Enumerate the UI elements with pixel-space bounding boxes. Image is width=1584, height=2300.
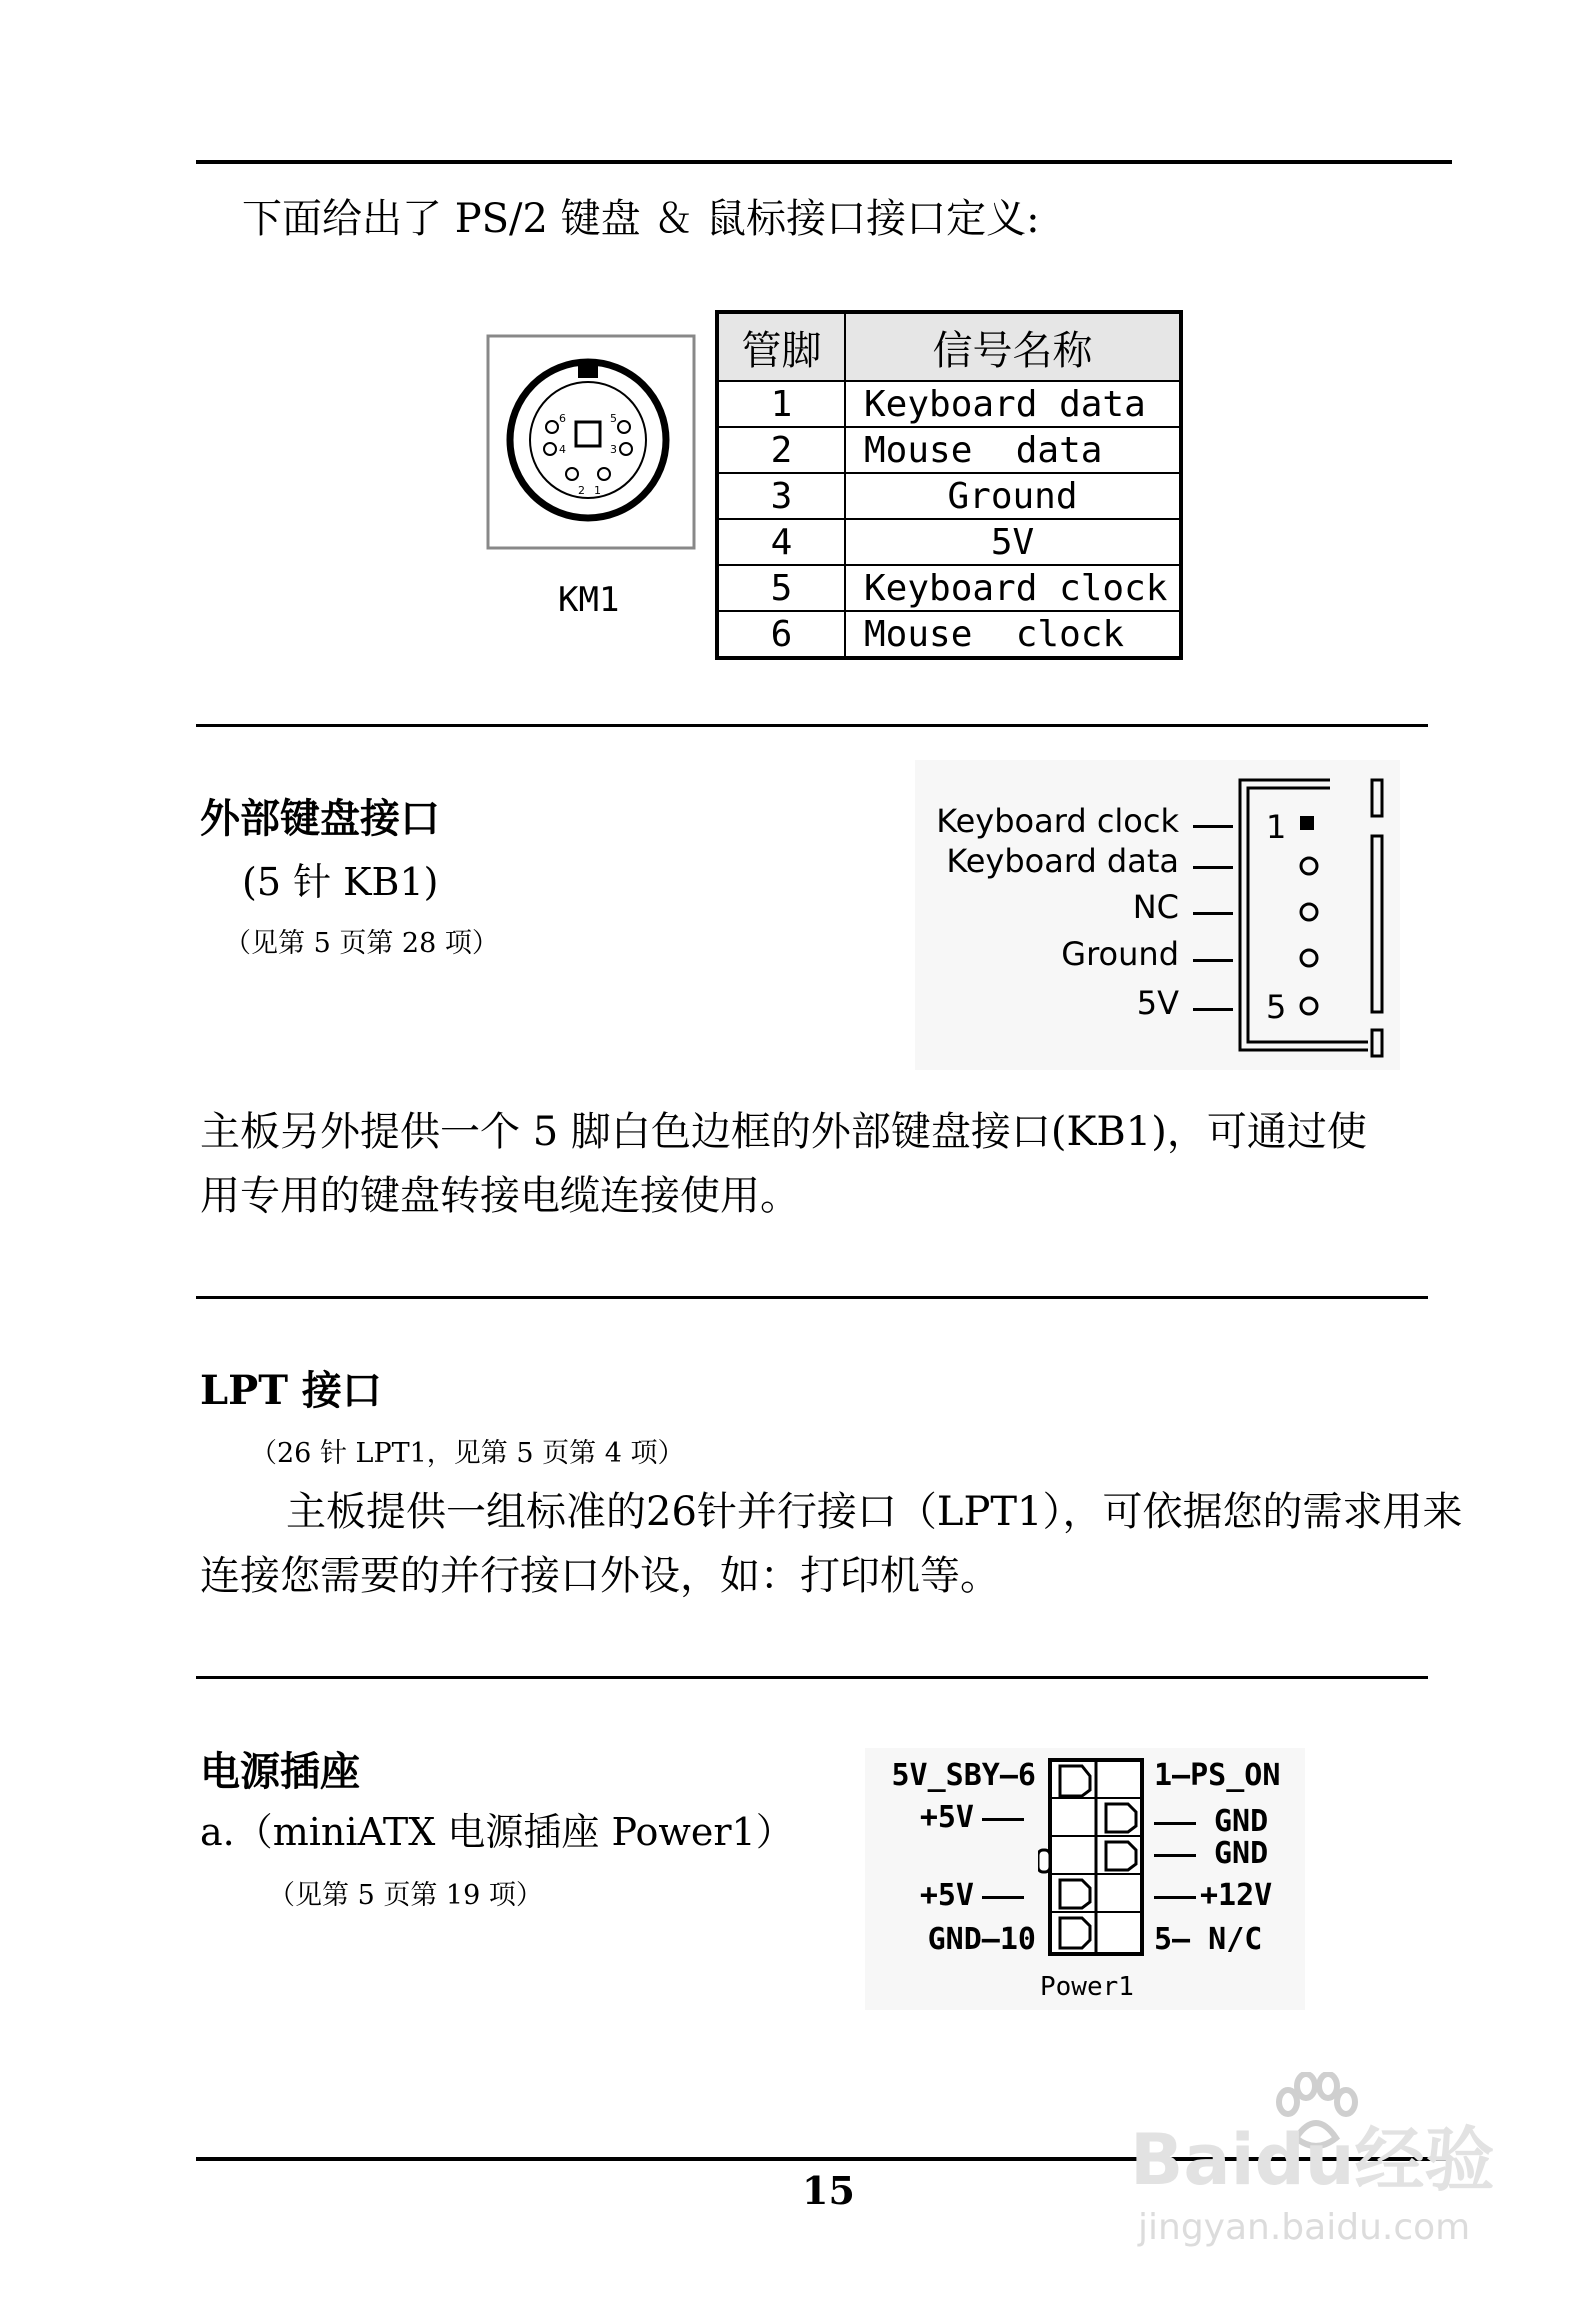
kb1-pin-4-hole — [1301, 950, 1317, 966]
power-title: 电源插座 — [200, 1748, 360, 1795]
watermark-brand: Baidu经验 — [1130, 2119, 1495, 2201]
kb1-subtitle: (5 针 KB1) — [242, 860, 439, 904]
table-row — [717, 565, 1181, 611]
power-right-label-4: +12V — [1200, 1878, 1273, 1913]
power-left-label-4: +5V — [919, 1878, 974, 1913]
header-pin: 管脚 — [717, 312, 845, 381]
kb1-header-outline — [1238, 778, 1388, 1058]
kb1-pin-label-5: 5V — [1136, 984, 1179, 1022]
power-lead — [1154, 1854, 1196, 1857]
signal-cell: Keyboard clock — [845, 565, 1181, 611]
connector-key-notch — [578, 362, 598, 378]
pin-number-2: 2 — [578, 484, 585, 497]
lpt-title: LPT 接口 — [200, 1367, 382, 1414]
power-right-label-3: GND — [1214, 1836, 1269, 1871]
power-lead — [1154, 1896, 1196, 1899]
table-row — [717, 427, 1181, 473]
signal-cell: 5V — [845, 519, 1181, 565]
lpt-ref: （26 针 LPT1，见第 5 页第 4 项） — [250, 1438, 685, 1469]
power-lead — [1154, 1822, 1196, 1825]
kb1-body-line-2: 用专用的键盘转接电缆连接使用。 — [200, 1173, 800, 1219]
table-row — [717, 611, 1181, 658]
kb1-pin-2-hole — [1301, 858, 1317, 874]
power-connector-body — [1038, 1758, 1146, 1958]
signal-cell: Mouse clock — [845, 611, 1181, 658]
kb1-pin-3-hole — [1301, 904, 1317, 920]
kb1-body-line-1: 主板另外提供一个 5 脚白色边框的外部键盘接口(KB1)，可通过使 — [200, 1109, 1367, 1155]
power-latch — [1038, 1850, 1050, 1872]
pin-cell: 2 — [717, 427, 845, 473]
kb1-lead — [1193, 959, 1233, 962]
pin-number-3: 3 — [610, 443, 617, 456]
kb1-lead — [1193, 1008, 1233, 1011]
pin-number-4: 4 — [559, 443, 566, 456]
kb1-pin-label-2: Keyboard data — [946, 842, 1179, 880]
power-subtitle: a.（miniATX 电源插座 Power1） — [200, 1810, 794, 1854]
watermark-url: jingyan.baidu.com — [1138, 2207, 1471, 2248]
table-row — [717, 519, 1181, 565]
power-left-label-1: 5V_SBY—6 — [891, 1758, 1036, 1793]
section-rule-2 — [196, 1296, 1428, 1299]
lpt-body-line-2: 连接您需要的并行接口外设，如：打印机等。 — [200, 1553, 1000, 1599]
power-lead — [982, 1896, 1024, 1899]
pin-cell: 3 — [717, 473, 845, 519]
kb1-ref: （见第 5 页第 28 项） — [224, 928, 499, 959]
kb1-pin-5-hole — [1301, 998, 1317, 1014]
kb1-title: 外部键盘接口 — [200, 795, 440, 842]
table-header-row — [717, 312, 1181, 381]
kb1-lead — [1193, 825, 1233, 828]
pin-cell: 6 — [717, 611, 845, 658]
km1-caption: KM1 — [558, 580, 620, 620]
power-left-label-5: GND—10 — [927, 1922, 1036, 1957]
pin-number-5: 5 — [610, 412, 617, 425]
kb1-pin-label-1: Keyboard clock — [936, 802, 1179, 840]
ps2-pin-table — [715, 310, 1183, 660]
signal-cell: Keyboard data — [845, 381, 1181, 427]
top-rule — [196, 160, 1452, 164]
section-rule-1 — [196, 724, 1428, 727]
section-rule-3 — [196, 1676, 1428, 1679]
pin-number-6: 6 — [559, 412, 566, 425]
power-left-label-2: +5V — [919, 1800, 974, 1835]
power-lead — [982, 1818, 1024, 1821]
kb1-pin-label-4: Ground — [1061, 935, 1179, 973]
power-right-label-2: GND — [1214, 1804, 1269, 1839]
pin-cell: 4 — [717, 519, 845, 565]
power-right-label-5: 5— N/C — [1154, 1922, 1263, 1957]
power-right-label-1: 1—PS_ON — [1154, 1758, 1281, 1793]
power-caption: Power1 — [1040, 1972, 1134, 2002]
pin-cell: 5 — [717, 565, 845, 611]
kb1-pin-number-1: 1 — [1266, 808, 1287, 846]
signal-cell: Ground — [845, 473, 1181, 519]
power-ref: （见第 5 页第 19 项） — [268, 1880, 543, 1911]
header-signal: 信号名称 — [845, 312, 1181, 381]
intro-text: 下面给出了 PS/2 键盘 ＆ 鼠标接口接口定义: — [242, 196, 1040, 242]
table-row — [717, 473, 1181, 519]
kb1-pin-number-5: 5 — [1266, 988, 1287, 1026]
kb1-lead — [1193, 866, 1233, 869]
ps2-connector-diagram — [486, 334, 696, 550]
pin-number-1: 1 — [594, 484, 601, 497]
kb1-pin-1-square — [1300, 816, 1314, 830]
pin-cell: 1 — [717, 381, 845, 427]
lpt-body-line-1: 主板提供一组标准的26针并行接口（LPT1），可依据您的需求用来 — [286, 1489, 1463, 1535]
kb1-pin-label-3: NC — [1132, 888, 1179, 926]
table-row — [717, 381, 1181, 427]
page-number: 15 — [802, 2168, 855, 2213]
signal-cell: Mouse data — [845, 427, 1181, 473]
kb1-lead — [1193, 912, 1233, 915]
